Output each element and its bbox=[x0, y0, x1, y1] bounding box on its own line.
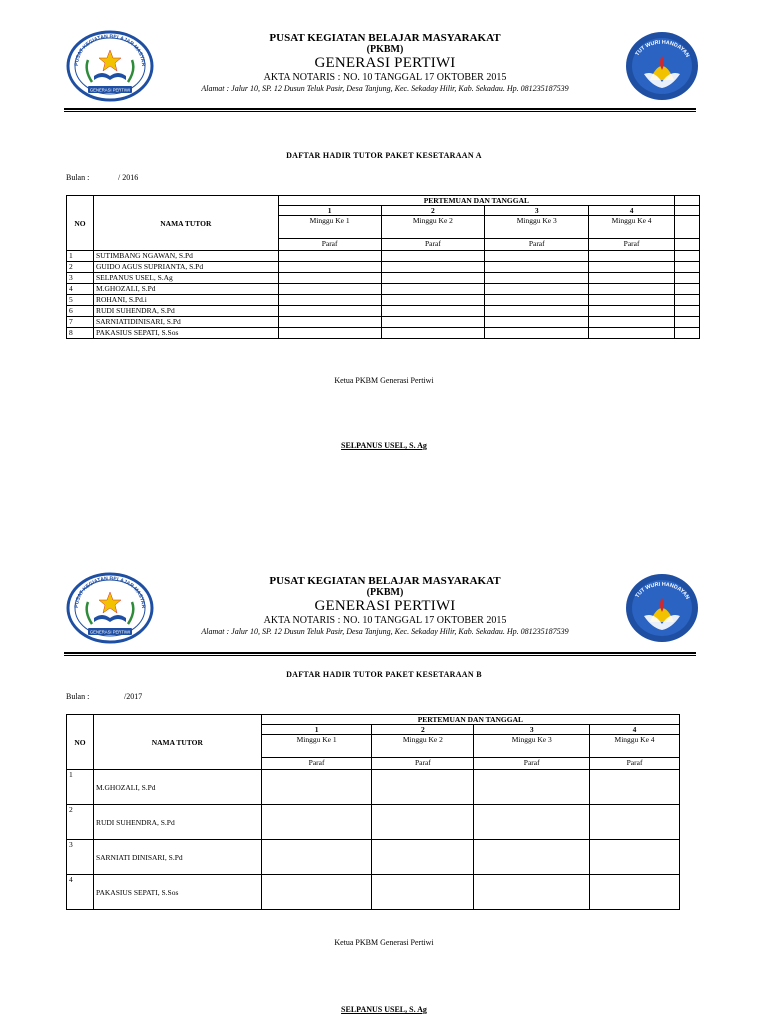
org-name: GENERASI PERTIWI bbox=[314, 598, 456, 614]
signature-cell[interactable] bbox=[590, 840, 680, 875]
bulan-value: /2017 bbox=[124, 692, 143, 701]
tutor-name: PAKASIUS SEPATI, S.Sos bbox=[93, 328, 278, 339]
meeting-number: 1 bbox=[278, 206, 381, 216]
org-line1: PUSAT KEGIATAN BELAJAR MASYARAKAT bbox=[269, 32, 501, 44]
bulan-value: / 2016 bbox=[118, 173, 139, 182]
row-no: 4 bbox=[67, 875, 94, 910]
org-name: GENERASI PERTIWI bbox=[314, 55, 456, 71]
week-label: Minggu Ke 1 bbox=[261, 735, 372, 758]
header-divider bbox=[64, 652, 696, 656]
row-no: 6 bbox=[67, 306, 94, 317]
row-no: 3 bbox=[67, 840, 94, 875]
name-header: NAMA TUTOR bbox=[93, 196, 278, 251]
tutor-name: RUDI SUHENDRA, S.Pd bbox=[93, 805, 261, 840]
tutor-name: SARNIATI DINISARI, S.Pd bbox=[93, 840, 261, 875]
tutor-name: PAKASIUS SEPATI, S.Sos bbox=[93, 875, 261, 910]
signature-name: SELPANUS USEL, S. Ag bbox=[341, 441, 427, 450]
meeting-number: 1 bbox=[261, 725, 372, 735]
signature-role: Ketua PKBM Generasi Pertiwi bbox=[334, 376, 434, 385]
signature-cell[interactable] bbox=[372, 805, 474, 840]
bulan-field bbox=[66, 692, 143, 701]
signature-cell[interactable] bbox=[590, 770, 680, 805]
signature-cell[interactable] bbox=[474, 805, 590, 840]
no-header: NO bbox=[67, 715, 94, 770]
attendance-table bbox=[66, 714, 680, 910]
week-label: Minggu Ke 3 bbox=[474, 735, 590, 758]
signature-cell[interactable] bbox=[261, 770, 372, 805]
org-line1: PUSAT KEGIATAN BELAJAR MASYARAKAT bbox=[269, 575, 501, 587]
akta-notaris: AKTA NOTARIS : NO. 10 TANGGAL 17 OKTOBER 2015 bbox=[263, 72, 507, 83]
meeting-number: 3 bbox=[485, 206, 589, 216]
akta-notaris: AKTA NOTARIS : NO. 10 TANGGAL 17 OKTOBER 2015 bbox=[263, 615, 507, 626]
org-header bbox=[150, 576, 620, 636]
signature-cell[interactable] bbox=[261, 875, 372, 910]
tutor-name: ROHANI, S.Pd.i bbox=[93, 295, 278, 306]
no-header: NO bbox=[67, 196, 94, 251]
week-label: Minggu Ke 4 bbox=[589, 216, 675, 239]
sheet-title: DAFTAR HADIR TUTOR PAKET KESETARAAN A bbox=[286, 151, 482, 160]
paraf-label: Paraf bbox=[485, 239, 589, 251]
row-no: 5 bbox=[67, 295, 94, 306]
week-label: Minggu Ke 1 bbox=[278, 216, 381, 239]
signature-cell[interactable] bbox=[261, 805, 372, 840]
signature-name: SELPANUS USEL, S. Ag bbox=[341, 1005, 427, 1014]
svg-text:TUT WURI HANDAYANI: TUT WURI HANDAYAN bbox=[634, 39, 691, 59]
row-no: 2 bbox=[67, 262, 94, 273]
row-no: 1 bbox=[67, 770, 94, 805]
svg-text:TUT WURI HANDAYANI: TUT WURI HANDAYAN bbox=[634, 581, 691, 601]
table-row bbox=[67, 840, 680, 875]
paraf-label: Paraf bbox=[372, 758, 474, 770]
svg-text:GENERASI PERTIWI: GENERASI PERTIWI bbox=[89, 87, 131, 93]
paraf-label: Paraf bbox=[278, 239, 381, 251]
table-row bbox=[67, 805, 680, 840]
name-header: NAMA TUTOR bbox=[93, 715, 261, 770]
paraf-label: Paraf bbox=[590, 758, 680, 770]
signature-cell[interactable] bbox=[372, 770, 474, 805]
paraf-label: Paraf bbox=[474, 758, 590, 770]
row-no: 1 bbox=[67, 251, 94, 262]
bulan-label: Bulan : bbox=[66, 692, 90, 701]
paraf-label: Paraf bbox=[589, 239, 675, 251]
group-header: PERTEMUAN DAN TANGGAL bbox=[278, 196, 674, 206]
bulan-label: Bulan : bbox=[66, 173, 90, 182]
tutor-name: M.GHOZALI, S.Pd bbox=[93, 284, 278, 295]
tutor-name: SARNIATIDINISARI, S.Pd bbox=[93, 317, 278, 328]
svg-text:PUSAT KEGIATAN BELAJAR MASYARA: PUSAT KEGIATAN BELAJAR MASYAR bbox=[73, 575, 147, 609]
row-no: 8 bbox=[67, 328, 94, 339]
week-label: Minggu Ke 4 bbox=[590, 735, 680, 758]
alamat: Alamat : Jalur 10, SP. 12 Dusun Teluk Pasir, Desa Tanjung, Kec. Sekaday Hilir, Kab. Sekadau. Hp. 081235187539 bbox=[201, 627, 569, 636]
row-no: 3 bbox=[67, 273, 94, 284]
row-no: 2 bbox=[67, 805, 94, 840]
svg-text:PUSAT KEGIATAN BELAJAR MASYARA: PUSAT KEGIATAN BELAJAR MASYAR bbox=[73, 33, 147, 67]
meeting-number: 3 bbox=[474, 725, 590, 735]
paraf-label: Paraf bbox=[381, 239, 485, 251]
sheet-title: DAFTAR HADIR TUTOR PAKET KESETARAAN B bbox=[286, 670, 482, 679]
tutor-name: SUTIMBANG NGAWAN, S.Pd bbox=[93, 251, 278, 262]
table-row bbox=[67, 770, 680, 805]
signature-cell[interactable] bbox=[474, 770, 590, 805]
signature-cell[interactable] bbox=[590, 875, 680, 910]
meeting-number: 4 bbox=[590, 725, 680, 735]
signature-cell[interactable] bbox=[372, 875, 474, 910]
row-no: 4 bbox=[67, 284, 94, 295]
meeting-number: 2 bbox=[372, 725, 474, 735]
signature-cell[interactable] bbox=[261, 840, 372, 875]
week-label: Minggu Ke 2 bbox=[381, 216, 485, 239]
signature-cell[interactable] bbox=[590, 805, 680, 840]
pkbm-logo-icon bbox=[66, 572, 154, 644]
week-label: Minggu Ke 3 bbox=[485, 216, 589, 239]
alamat: Alamat : Jalur 10, SP. 12 Dusun Teluk Pasir, Desa Tanjung, Kec. Sekaday Hilir, Kab. Sekadau. Hp. 081235187539 bbox=[201, 84, 569, 93]
signature-cell[interactable] bbox=[474, 875, 590, 910]
meeting-number: 4 bbox=[589, 206, 675, 216]
org-line2: (PKBM) bbox=[366, 44, 404, 55]
tutor-name: GUIDO AGUS SUPRIANTA, S.Pd bbox=[93, 262, 278, 273]
table-row bbox=[67, 875, 680, 910]
tutor-name: M.GHOZALI, S.Pd bbox=[93, 770, 261, 805]
meeting-number: 2 bbox=[381, 206, 485, 216]
svg-text:GENERASI PERTIWI: GENERASI PERTIWI bbox=[89, 629, 131, 635]
tut-wuri-handayani-logo-icon bbox=[624, 572, 700, 644]
tutor-name: SELPANUS USEL, S.Ag bbox=[93, 273, 278, 284]
signature-role: Ketua PKBM Generasi Pertiwi bbox=[334, 938, 434, 947]
tutor-name: RUDI SUHENDRA, S.Pd bbox=[93, 306, 278, 317]
paraf-label: Paraf bbox=[261, 758, 372, 770]
row-no: 7 bbox=[67, 317, 94, 328]
signature-cell[interactable] bbox=[474, 840, 590, 875]
signature-cell[interactable] bbox=[372, 840, 474, 875]
org-line2: (PKBM) bbox=[366, 587, 404, 598]
group-header: PERTEMUAN DAN TANGGAL bbox=[261, 715, 679, 725]
week-label: Minggu Ke 2 bbox=[372, 735, 474, 758]
